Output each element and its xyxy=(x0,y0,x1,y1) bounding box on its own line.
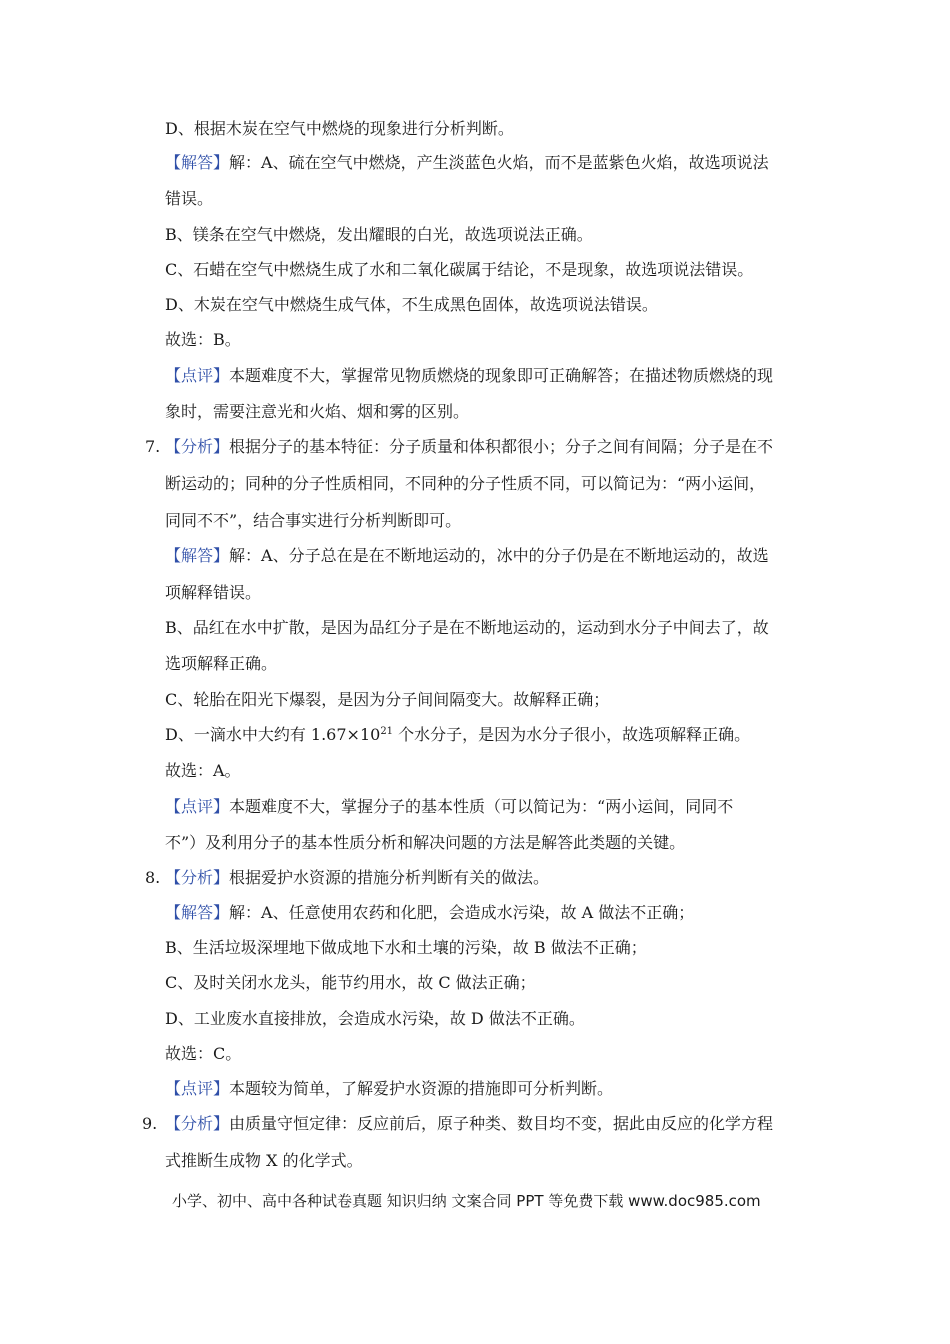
q8-analysis-text: 根据爱护水资源的措施分析判断有关的做法。 xyxy=(229,868,550,887)
q6-answer-cont: 错误。 xyxy=(165,189,214,208)
q9-analysis-cont: 式推断生成物 X 的化学式。 xyxy=(165,1151,363,1170)
q7-option-d-pre: D、一滴水中大约有 1.67×10 xyxy=(165,725,381,744)
q8-analysis xyxy=(165,867,549,889)
analysis-tag: 【分析】 xyxy=(165,868,230,887)
q7-analysis-cont-1: 断运动的；同种的分子性质相同，不同种的分子性质不同，可以简记为：“两小运间， xyxy=(165,474,766,493)
q7-comment-cont: 不”）及利用分子的基本性质分析和解决问题的方法是解答此类题的关键。 xyxy=(165,833,686,852)
q7-option-b-cont: 选项解释正确。 xyxy=(165,654,278,673)
q6-comment xyxy=(165,365,773,387)
q6-answer xyxy=(165,152,769,174)
q8-option-c: C、及时关闭水龙头，能节约用水，故 C 做法正确； xyxy=(165,973,536,992)
q7-answer-cont: 项解释错误。 xyxy=(165,583,262,602)
q7-option-d xyxy=(165,724,750,746)
q8-choice: 故选：C。 xyxy=(165,1044,242,1063)
q6-analysis-d xyxy=(165,118,514,140)
comment-tag: 【点评】 xyxy=(165,1079,230,1098)
page-footer: 小学、初中、高中各种试卷真题 知识归纳 文案合同 PPT 等免费下载 www.doc985.com xyxy=(172,1192,761,1210)
q7-analysis-cont-2: 同同不不”，结合事实进行分析判断即可。 xyxy=(165,511,462,530)
q8-option-d: D、工业废水直接排放，会造成水污染，故 D 做法不正确。 xyxy=(165,1009,585,1028)
q7-option-b: B、品红在水中扩散，是因为品红分子是在不断地运动的，运动到水分子中间去了，故 xyxy=(165,618,769,637)
q6-option-c: C、石蜡在空气中燃烧生成了水和二氧化碳属于结论，不是现象，故选项说法错误。 xyxy=(165,260,754,279)
q7-answer xyxy=(165,545,769,567)
q6-analysis-d-text: D、根据木炭在空气中燃烧的现象进行分析判断。 xyxy=(165,119,514,138)
answer-tag: 【解答】 xyxy=(165,153,230,172)
q8-option-b: B、生活垃圾深埋地下做成地下水和土壤的污染，故 B 做法不正确； xyxy=(165,938,647,957)
q7-choice: 故选：A。 xyxy=(165,761,241,780)
q8-comment-text: 本题较为简单，了解爱护水资源的措施即可分析判断。 xyxy=(229,1079,614,1098)
q6-comment-text: 本题难度不大，掌握常见物质燃烧的现象即可正确解答；在描述物质燃烧的现 xyxy=(229,366,774,385)
q9-analysis-text: 由质量守恒定律：反应前后，原子种类、数目均不变，据此由反应的化学方程 xyxy=(229,1114,774,1133)
q7-number: 7. xyxy=(145,437,161,456)
q7-option-d-post: 个水分子，是因为水分子很小，故选项解释正确。 xyxy=(393,725,751,744)
answer-tag: 【解答】 xyxy=(165,546,230,565)
analysis-tag: 【分析】 xyxy=(165,1114,230,1133)
comment-tag: 【点评】 xyxy=(165,366,230,385)
q8-answer xyxy=(165,902,694,924)
q9-analysis xyxy=(165,1113,773,1135)
q6-choice: 故选：B。 xyxy=(165,330,241,349)
q7-option-c: C、轮胎在阳光下爆裂，是因为分子间间隔变大。故解释正确； xyxy=(165,690,610,709)
q6-comment-cont: 象时，需要注意光和火焰、烟和雾的区别。 xyxy=(165,402,470,421)
q6-option-d: D、木炭在空气中燃烧生成气体，不生成黑色固体，故选项说法错误。 xyxy=(165,295,658,314)
q7-analysis-text: 根据分子的基本特征：分子质量和体积都很小；分子之间有间隔；分子是在不 xyxy=(229,437,774,456)
q6-option-b: B、镁条在空气中燃烧，发出耀眼的白光，故选项说法正确。 xyxy=(165,225,593,244)
q8-comment xyxy=(165,1078,613,1100)
q7-answer-text: 解：A、分子总在是在不断地运动的，冰中的分子仍是在不断地运动的，故选 xyxy=(229,546,769,565)
analysis-tag: 【分析】 xyxy=(165,437,230,456)
q7-comment-text: 本题难度不大，掌握分子的基本性质（可以简记为：“两小运间，同同不 xyxy=(229,797,734,816)
q7-option-d-exponent: 21 xyxy=(380,726,394,737)
q7-analysis xyxy=(165,436,773,458)
q8-number: 8. xyxy=(145,868,161,887)
q7-comment xyxy=(165,796,733,818)
q8-answer-text: 解：A、任意使用农药和化肥，会造成水污染，故 A 做法不正确； xyxy=(229,903,695,922)
answer-tag: 【解答】 xyxy=(165,903,230,922)
q6-answer-text: 解：A、硫在空气中燃烧，产生淡蓝色火焰，而不是蓝紫色火焰，故选项说法 xyxy=(229,153,769,172)
q9-number: 9. xyxy=(142,1114,158,1133)
comment-tag: 【点评】 xyxy=(165,797,230,816)
